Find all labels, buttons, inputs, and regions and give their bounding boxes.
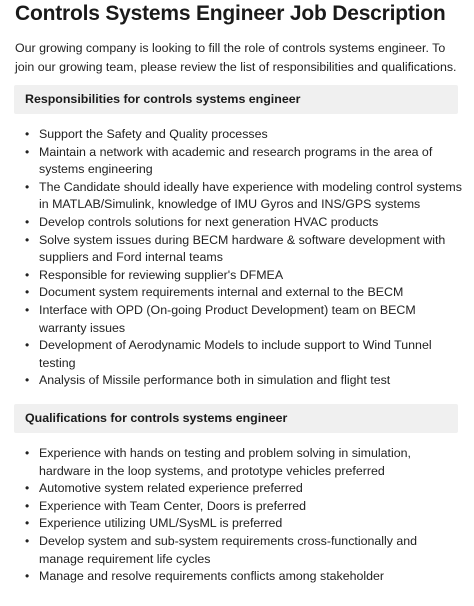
list-item — [23, 302, 463, 337]
list-item-text: Interface with OPD (On-going Product Development) team on BECM warranty issues — [39, 302, 416, 335]
list-item — [23, 480, 463, 498]
bullet-icon: • — [25, 214, 30, 229]
list-item-text: Develop system and sub-system requirements cross-functionally and manage requirement life cycles — [39, 533, 418, 566]
bullet-icon: • — [25, 232, 30, 247]
list-item — [23, 144, 463, 179]
list-item — [23, 126, 463, 144]
list-item — [23, 267, 463, 285]
qualifications-header — [14, 404, 458, 433]
list-item-text: Develop controls solutions for next generation HVAC products — [39, 214, 379, 229]
list-item-text: Document system requirements internal and external to the BECM — [39, 285, 404, 300]
responsibilities-header — [14, 85, 458, 114]
list-item — [23, 515, 463, 533]
list-item — [23, 372, 463, 390]
bullet-icon: • — [25, 302, 30, 317]
bullet-icon: • — [25, 267, 30, 282]
bullet-icon: • — [25, 516, 30, 531]
responsibilities-list — [23, 126, 463, 390]
bullet-icon: • — [25, 144, 30, 159]
list-item-text: Solve system issues during BECM hardware & software development with suppliers and Ford internal teams — [39, 232, 446, 265]
bullet-icon: • — [25, 373, 30, 388]
bullet-icon: • — [25, 127, 30, 141]
list-item-text: The Candidate should ideally have experience with modeling control systems in MATLAB/Simulink, knowledge of IMU Gyros and INS/GPS systems — [39, 179, 462, 212]
bullet-icon: • — [25, 569, 30, 584]
list-item — [23, 232, 463, 267]
qualifications-heading: Qualifications for controls systems engineer — [25, 411, 288, 425]
list-item-text: Support the Safety and Quality processes — [39, 127, 268, 141]
list-item-text: Automotive system related experience preferred — [39, 481, 303, 496]
list-item-text: Development of Aerodynamic Models to include support to Wind Tunnel testing — [39, 338, 432, 370]
bullet-icon: • — [25, 533, 30, 548]
list-item — [23, 568, 463, 586]
bullet-icon: • — [25, 338, 30, 353]
responsibilities-heading: Responsibilities for controls systems engineer — [25, 92, 301, 106]
list-item — [23, 284, 463, 302]
intro-paragraph: Our growing company is looking to fill the role of controls systems engineer. To join our growing team, please review the list of responsibilities and qualifications. — [15, 41, 457, 74]
page-title: Controls Systems Engineer Job Description — [15, 2, 446, 25]
bullet-icon: • — [25, 285, 30, 300]
list-item-text: Maintain a network with academic and research programs in the area of systems engineering — [39, 144, 433, 177]
list-item — [23, 498, 463, 516]
list-item-text: Experience with Team Center, Doors is preferred — [39, 498, 306, 513]
list-item — [23, 337, 463, 372]
qualifications-list — [23, 445, 463, 586]
list-item — [23, 179, 463, 214]
list-item-text: Experience with hands on testing and problem solving in simulation, hardware in the loop systems, and prototype vehicles preferred — [39, 446, 411, 478]
list-item-text: Analysis of Missile performance both in simulation and flight test — [39, 373, 391, 388]
list-item-text: Experience utilizing UML/SysML is preferred — [39, 516, 283, 531]
bullet-icon: • — [25, 179, 30, 194]
bullet-icon: • — [25, 481, 30, 496]
list-item-text: Responsible for reviewing supplier's DFMEA — [39, 267, 284, 282]
list-item — [23, 214, 463, 232]
bullet-icon: • — [25, 498, 30, 513]
list-item-text: Manage and resolve requirements conflicts among stakeholder — [39, 569, 385, 584]
list-item — [23, 533, 463, 568]
bullet-icon: • — [25, 446, 30, 460]
list-item — [23, 445, 463, 480]
